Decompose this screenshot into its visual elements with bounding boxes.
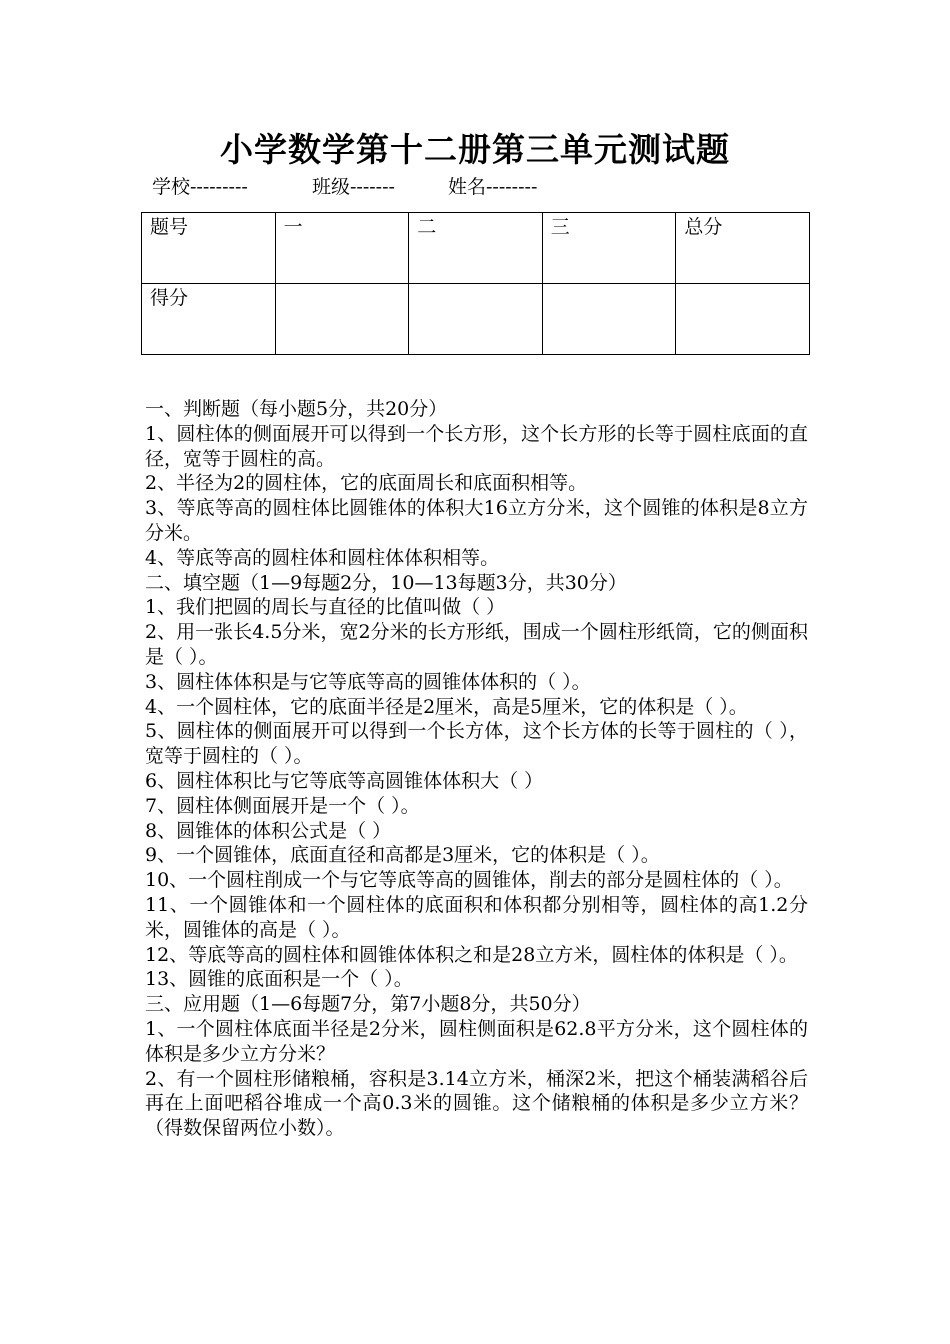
header-cell-section-3: 三 (542, 213, 676, 284)
question-item: 11、一个圆锥体和一个圆柱体的底面积和体积都分别相等，圆柱体的高1.2分米，圆锥体的高是（ ）。 (145, 893, 808, 941)
score-cell-section-1[interactable] (275, 284, 409, 355)
score-table-score-row (142, 284, 810, 355)
question-item: 1、圆柱体的侧面展开可以得到一个长方形，这个长方形的长等于圆柱底面的直径，宽等于圆柱的高。 (145, 422, 808, 470)
student-info-line (152, 174, 537, 200)
name-field: 姓名-------- (448, 176, 538, 198)
score-cell-section-2[interactable] (409, 284, 543, 355)
question-item: 1、一个圆柱体底面半径是2分米，圆柱侧面积是62.8平方分米，这个圆柱体的体积是多少立方分米？ (145, 1017, 808, 1065)
question-item: 2、有一个圆柱形储粮桶，容积是3.14立方米，桶深2米，把这个桶装满稻谷后再在上面吧稻谷堆成一个高0.3米的圆锥。这个储粮桶的体积是多少立方米？（得数保留两位小数）。 (145, 1067, 808, 1140)
question-item: 13、圆锥的底面积是一个（ ）。 (145, 968, 413, 991)
question-item: 4、等底等高的圆柱体和圆柱体体积相等。 (145, 546, 500, 569)
question-body (145, 397, 808, 1141)
row-label-score: 得分 (142, 284, 276, 355)
section-heading-application: 三、应用题（1—6每题7分，第7小题8分，共50分） (145, 993, 591, 1016)
score-table-header-row (142, 213, 810, 284)
header-cell-section-1: 一 (275, 213, 409, 284)
question-item: 10、一个圆柱削成一个与它等底等高的圆锥体，削去的部分是圆柱体的（ ）。 (145, 869, 793, 892)
section-heading-fill-in: 二、填空题（1—9每题2分，10—13每题3分，共30分） (145, 571, 627, 594)
question-item: 1、我们把圆的周长与直径的比值叫做（ ） (145, 596, 506, 619)
score-cell-total[interactable] (676, 284, 810, 355)
header-cell-section-2: 二 (409, 213, 543, 284)
school-field: 学校--------- (152, 176, 248, 198)
page-title: 小学数学第十二册第三单元测试题 (220, 130, 730, 169)
question-item: 3、等底等高的圆柱体比圆锥体的体积大16立方分米，这个圆锥的体积是8立方分米。 (145, 497, 808, 544)
header-cell-total: 总分 (676, 213, 810, 284)
question-item: 2、用一张长4.5分米，宽2分米的长方形纸，围成一个圆柱形纸筒，它的侧面积是（ ）。 (145, 621, 808, 668)
score-cell-section-3[interactable] (542, 284, 676, 355)
score-table (141, 212, 810, 355)
header-cell-question-number: 题号 (142, 213, 276, 284)
question-item: 7、圆柱体侧面展开是一个（ ）。 (145, 794, 420, 817)
section-heading-judgement: 一、判断题（每小题5分，共20分） (145, 398, 448, 420)
question-item: 3、圆柱体体积是与它等底等高的圆锥体体积的（ ）。 (145, 670, 591, 693)
question-item: 4、一个圆柱体，它的底面半径是2厘米，高是5厘米，它的体积是（ ）。 (145, 695, 748, 718)
question-item: 12、等底等高的圆柱体和圆锥体体积之和是28立方米，圆柱体的体积是（ ）。 (145, 943, 798, 966)
class-field: 班级------- (312, 176, 395, 198)
question-item: 5、圆柱体的侧面展开可以得到一个长方体，这个长方体的长等于圆柱的（ ），宽等于圆柱的（ ）。 (145, 720, 808, 768)
question-item: 6、圆柱体积比与它等底等高圆锥体体积大（ ） (145, 769, 544, 792)
question-item: 9、一个圆锥体，底面直径和高都是3厘米，它的体积是（ ）。 (145, 844, 660, 867)
question-item: 2、半径为2的圆柱体，它的底面周长和底面积相等。 (145, 472, 588, 495)
question-item: 8、圆锥体的体积公式是（ ） (145, 819, 392, 842)
